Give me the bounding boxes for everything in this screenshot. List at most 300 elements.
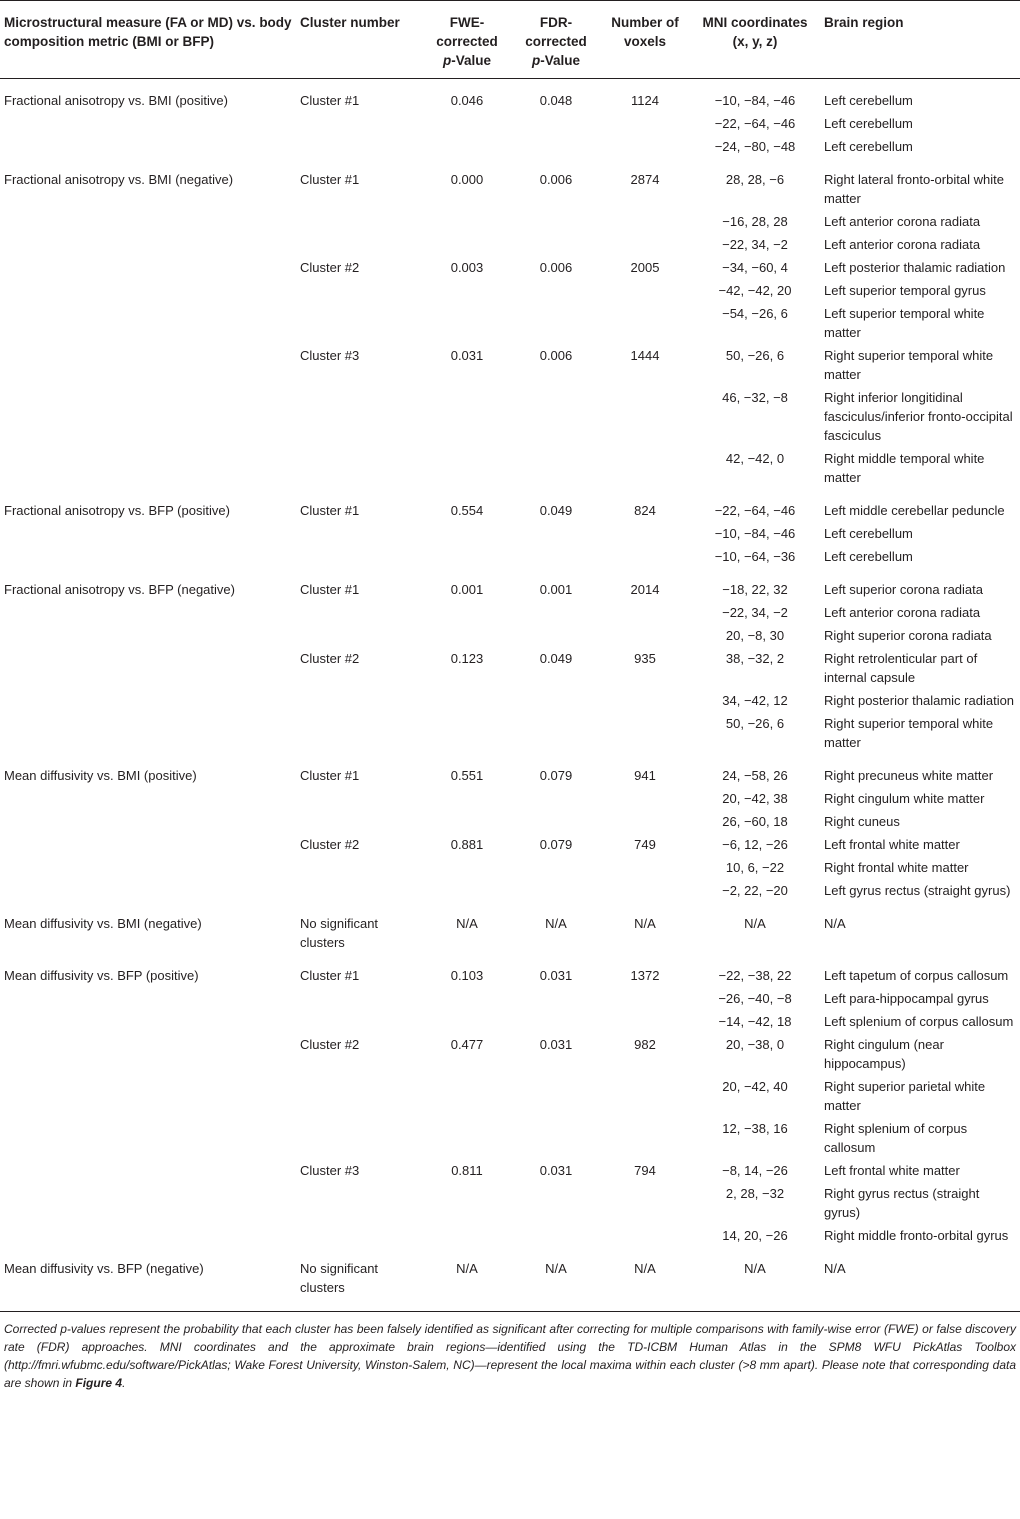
cell-measure (0, 1224, 296, 1247)
cell-voxels: 824 (634, 503, 656, 518)
header-fdr: FDR- corrected p-Value (512, 1, 600, 79)
cell-fwe-p: 0.046 (450, 93, 484, 108)
cell-mni: 46, −32, −8 (722, 390, 788, 405)
cell-mni: N/A (744, 916, 766, 931)
cell-fwe-p (422, 712, 512, 754)
cell-fwe-p (422, 879, 512, 902)
cell-voxels (600, 712, 690, 754)
cell-voxels (600, 1010, 690, 1033)
cell-fdr-p (512, 624, 600, 647)
cell-mni: −16, 28, 28 (722, 214, 788, 229)
cell-voxels: 2014 (630, 582, 660, 597)
cell-fwe-p: 0.811 (451, 1163, 483, 1178)
cell-fdr-p (512, 135, 600, 158)
cell-measure (0, 1159, 296, 1182)
cell-measure (0, 447, 296, 489)
cell-fwe-p (422, 810, 512, 833)
cell-fdr-p (512, 279, 600, 302)
cell-fdr-p (512, 689, 600, 712)
table-row (0, 787, 1020, 810)
cell-cluster: Cluster #1 (300, 93, 360, 108)
cell-voxels: 982 (634, 1037, 656, 1052)
table-row (0, 856, 1020, 879)
cell-measure (0, 810, 296, 833)
cell-fwe-p (422, 112, 512, 135)
cell-fdr-p: 0.079 (539, 768, 573, 783)
cell-measure (0, 135, 296, 158)
table-row (0, 447, 1020, 489)
cell-fdr-p: 0.079 (539, 837, 573, 852)
cell-fdr-p (512, 856, 600, 879)
cell-fdr-p (512, 787, 600, 810)
header-cluster: Cluster number (296, 1, 422, 79)
cell-voxels (600, 279, 690, 302)
cell-voxels: N/A (634, 916, 656, 931)
cell-mni: 24, −58, 26 (722, 768, 788, 783)
cell-cluster (296, 233, 422, 256)
cell-cluster: Cluster #2 (300, 651, 360, 666)
cell-voxels (600, 810, 690, 833)
cell-region: N/A (824, 916, 846, 931)
cell-region: Left anterior corona radiata (824, 237, 981, 252)
cell-fdr-p (512, 1224, 600, 1247)
cell-measure (0, 1075, 296, 1117)
cell-region: Right lateral fronto-orbital white matter (824, 172, 1004, 206)
table-row (0, 1247, 1020, 1312)
cell-fdr-p (512, 233, 600, 256)
cell-mni: 20, −38, 0 (725, 1037, 785, 1052)
figure-reference: Figure 4 (75, 1376, 123, 1390)
cell-voxels (600, 112, 690, 135)
cell-mni: −22, 34, −2 (722, 605, 788, 620)
table-header (0, 1, 1020, 79)
cell-cluster: Cluster #1 (300, 768, 360, 783)
table-body (0, 79, 1020, 1312)
cell-region: Left cerebellum (824, 526, 913, 541)
cell-region: Right middle temporal white matter (824, 451, 985, 485)
cell-voxels: 935 (634, 651, 656, 666)
cell-fdr-p: 0.006 (539, 260, 573, 275)
cell-mni: 20, −42, 38 (722, 791, 788, 806)
cell-region: Right superior corona radiata (824, 628, 992, 643)
cell-voxels (600, 545, 690, 568)
cell-cluster (296, 601, 422, 624)
cell-fdr-p: N/A (545, 916, 567, 931)
cell-mni: −10, −64, −36 (714, 549, 796, 564)
cell-fdr-p (512, 987, 600, 1010)
cell-cluster (296, 987, 422, 1010)
cell-measure (0, 545, 296, 568)
cell-cluster (296, 279, 422, 302)
cell-mni: −42, −42, 20 (718, 283, 792, 298)
cell-region: Left para-hippocampal gyrus (824, 991, 989, 1006)
cell-mni: 28, 28, −6 (725, 172, 785, 187)
cell-mni: −22, 34, −2 (722, 237, 788, 252)
cell-mni: −6, 12, −26 (722, 837, 788, 852)
table-row (0, 158, 1020, 210)
cell-fdr-p (512, 601, 600, 624)
table-row (0, 754, 1020, 787)
cell-mni: 50, −26, 6 (725, 348, 785, 363)
cell-region: Right retrolenticular part of internal capsule (824, 651, 978, 685)
table-row (0, 279, 1020, 302)
cell-voxels (600, 210, 690, 233)
cell-measure (0, 1117, 296, 1159)
cell-cluster: Cluster #1 (300, 582, 360, 597)
cell-voxels (600, 447, 690, 489)
table-row (0, 1033, 1020, 1075)
cell-fdr-p: 0.006 (539, 172, 573, 187)
cell-fdr-p: 0.049 (539, 503, 573, 518)
cell-region: Right superior parietal white matter (824, 1079, 986, 1113)
cell-fwe-p: 0.123 (450, 651, 484, 666)
cell-region: Left cerebellum (824, 93, 913, 108)
cell-fwe-p (422, 1010, 512, 1033)
cell-fwe-p (422, 1117, 512, 1159)
table-row (0, 810, 1020, 833)
cell-measure (0, 833, 296, 856)
cell-fdr-p: 0.049 (539, 651, 573, 666)
cell-fwe-p (422, 210, 512, 233)
cell-fwe-p: N/A (422, 1247, 512, 1312)
cell-measure: Mean diffusivity vs. BMI (positive) (4, 768, 197, 783)
cell-voxels (600, 1224, 690, 1247)
cell-mni: −22, −64, −46 (714, 116, 796, 131)
cell-region: Right frontal white matter (824, 860, 969, 875)
cell-cluster (296, 624, 422, 647)
cell-fdr-p (512, 1075, 600, 1117)
cell-fwe-p: 0.003 (450, 260, 484, 275)
cell-measure (0, 344, 296, 386)
cell-voxels (600, 856, 690, 879)
cell-cluster (296, 856, 422, 879)
cell-measure: Fractional anisotropy vs. BMI (positive) (4, 93, 228, 108)
cell-voxels: 2005 (630, 260, 660, 275)
cell-measure: Fractional anisotropy vs. BFP (positive) (4, 503, 230, 518)
table-row (0, 489, 1020, 522)
cell-fwe-p (422, 1182, 512, 1224)
cell-measure (0, 386, 296, 447)
cell-mni: −2, 22, −20 (722, 883, 788, 898)
cell-fwe-p (422, 545, 512, 568)
cell-cluster: Cluster #1 (300, 172, 360, 187)
cell-cluster (296, 210, 422, 233)
cell-cluster (296, 1010, 422, 1033)
cell-fdr-p (512, 1182, 600, 1224)
table-row (0, 647, 1020, 689)
table-row (0, 344, 1020, 386)
cell-fwe-p (422, 1224, 512, 1247)
table-row (0, 1117, 1020, 1159)
cell-cluster (296, 689, 422, 712)
cell-cluster (296, 112, 422, 135)
table-row (0, 712, 1020, 754)
cell-measure (0, 233, 296, 256)
cell-fdr-p (512, 545, 600, 568)
cell-mni: −26, −40, −8 (718, 991, 792, 1006)
cell-voxels (600, 987, 690, 1010)
cell-measure (0, 856, 296, 879)
table-row (0, 522, 1020, 545)
cell-region: Left superior temporal gyrus (824, 283, 986, 298)
cell-mni: −18, 22, 32 (722, 582, 788, 597)
table-row (0, 1182, 1020, 1224)
cell-region: Right splenium of corpus callosum (824, 1121, 968, 1155)
header-region: Brain region (820, 1, 1020, 79)
cell-fwe-p: 0.103 (450, 968, 484, 983)
cell-cluster: Cluster #3 (300, 348, 360, 363)
cell-cluster (296, 447, 422, 489)
table-row (0, 954, 1020, 987)
cell-mni: 34, −42, 12 (722, 693, 788, 708)
cell-region: Left gyrus rectus (straight gyrus) (824, 883, 1011, 898)
cell-region: Left cerebellum (824, 139, 913, 154)
cell-region: Left superior temporal white matter (824, 306, 985, 340)
cell-fwe-p: 0.001 (450, 582, 484, 597)
cell-cluster: Cluster #2 (300, 837, 360, 852)
cell-mni: 26, −60, 18 (722, 814, 788, 829)
cell-region: Right inferior longitidinal fasciculus/inferior fronto-occipital fasciculus (824, 390, 1013, 443)
cell-mni: 10, 6, −22 (725, 860, 785, 875)
cell-cluster: No significant clusters (300, 916, 379, 950)
header-voxels: Number of voxels (600, 1, 690, 79)
cell-measure: Fractional anisotropy vs. BFP (negative) (4, 582, 235, 597)
cell-voxels (600, 879, 690, 902)
cell-fwe-p (422, 233, 512, 256)
cell-fwe-p (422, 302, 512, 344)
cell-measure (0, 256, 296, 279)
table-row (0, 1224, 1020, 1247)
cell-cluster: Cluster #2 (300, 1037, 360, 1052)
cell-region: Left frontal white matter (824, 837, 960, 852)
cell-voxels (600, 233, 690, 256)
cell-cluster: Cluster #2 (300, 260, 360, 275)
cell-mni: −22, −64, −46 (714, 503, 796, 518)
header-measure: Microstructural measure (FA or MD) vs. body composition metric (BMI or BFP) (0, 1, 296, 79)
cell-cluster (296, 787, 422, 810)
cell-fdr-p: 0.031 (539, 968, 573, 983)
table-row (0, 135, 1020, 158)
table-row (0, 1159, 1020, 1182)
cell-fdr-p (512, 1010, 600, 1033)
cell-voxels: N/A (600, 1247, 690, 1312)
cell-fwe-p: 0.881 (450, 837, 484, 852)
cell-measure (0, 1010, 296, 1033)
cell-measure (0, 1033, 296, 1075)
cell-voxels: 1372 (630, 968, 660, 983)
cell-fdr-p: 0.001 (539, 582, 573, 597)
table-row (0, 233, 1020, 256)
table-row (0, 256, 1020, 279)
cell-fwe-p (422, 689, 512, 712)
cell-fwe-p: 0.477 (450, 1037, 484, 1052)
table-row (0, 1010, 1020, 1033)
cell-cluster (296, 1117, 422, 1159)
cell-mni: −8, 14, −26 (722, 1163, 788, 1178)
cell-fwe-p: 0.551 (450, 768, 484, 783)
table-row (0, 210, 1020, 233)
cell-cluster: Cluster #3 (300, 1163, 360, 1178)
table-row (0, 386, 1020, 447)
cell-measure (0, 647, 296, 689)
cell-fdr-p: N/A (512, 1247, 600, 1312)
cell-measure: Mean diffusivity vs. BFP (negative) (0, 1247, 296, 1312)
cell-region: Right posterior thalamic radiation (824, 693, 1015, 708)
cell-region: Left anterior corona radiata (824, 605, 981, 620)
cell-cluster (296, 135, 422, 158)
cell-fdr-p: 0.031 (539, 1037, 573, 1052)
cell-mni: −24, −80, −48 (714, 139, 796, 154)
header-fwe: FWE- corrected p-Value (422, 1, 512, 79)
cell-cluster (296, 1224, 422, 1247)
cell-voxels (600, 787, 690, 810)
cell-voxels: 2874 (630, 172, 660, 187)
table-footnote: Corrected p-values represent the probability that each cluster has been falsely identified as significant after correcting for multiple comparisons with family-wise error (FWE) or false discovery rate (FDR) approaches. MNI coordinates and the approximate brain regions—identified using the TD-ICBM Human Atlas in the SPM8 WFU PickAtlas Toolbox (http://fmri.wfubmc.edu/software/PickAtlas; Wake Forest University, Winston-Salem, NC)—represent the local maxima within each cluster (>8 mm apart). Please note that corresponding data are shown in Figure 4. (4, 1322, 1016, 1390)
cell-voxels (600, 1117, 690, 1159)
table-row (0, 302, 1020, 344)
cell-fwe-p (422, 1075, 512, 1117)
cell-mni: 38, −32, 2 (725, 651, 785, 666)
cell-mni: 20, −42, 40 (722, 1079, 788, 1094)
cell-region: N/A (820, 1247, 1020, 1312)
cell-voxels (600, 302, 690, 344)
cell-measure (0, 1182, 296, 1224)
cell-measure (0, 712, 296, 754)
cell-cluster: Cluster #1 (300, 968, 360, 983)
cell-mni: 50, −26, 6 (725, 716, 785, 731)
cell-voxels (600, 135, 690, 158)
cell-measure (0, 689, 296, 712)
table-row (0, 987, 1020, 1010)
cell-region: Left middle cerebellar peduncle (824, 503, 1005, 518)
cell-voxels (600, 601, 690, 624)
cell-cluster: No significant clusters (296, 1247, 422, 1312)
cell-measure (0, 522, 296, 545)
cell-cluster (296, 810, 422, 833)
cell-cluster (296, 386, 422, 447)
cell-fwe-p (422, 279, 512, 302)
cell-region: Right cingulum (near hippocampus) (824, 1037, 944, 1071)
cell-mni: −10, −84, −46 (714, 93, 796, 108)
table-row (0, 79, 1020, 113)
cell-fdr-p: 0.048 (539, 93, 573, 108)
cell-fdr-p (512, 112, 600, 135)
cell-fdr-p (512, 386, 600, 447)
cell-mni: 42, −42, 0 (725, 451, 785, 466)
cell-mni: N/A (690, 1247, 820, 1312)
table-row (0, 902, 1020, 954)
cell-cluster (296, 879, 422, 902)
cell-fdr-p (512, 302, 600, 344)
cell-fdr-p (512, 447, 600, 489)
table-row (0, 601, 1020, 624)
header-mni: MNI coordinates (x, y, z) (690, 1, 820, 79)
cell-fdr-p (512, 712, 600, 754)
cell-cluster: Cluster #1 (300, 503, 360, 518)
cell-fwe-p (422, 601, 512, 624)
cell-measure (0, 279, 296, 302)
cell-fdr-p: 0.006 (539, 348, 573, 363)
table-row (0, 833, 1020, 856)
cell-region: Left cerebellum (824, 549, 913, 564)
cell-region: Right superior temporal white matter (824, 716, 994, 750)
cell-measure (0, 787, 296, 810)
cell-cluster (296, 302, 422, 344)
cell-voxels (600, 1075, 690, 1117)
cell-fwe-p (422, 987, 512, 1010)
table-row (0, 879, 1020, 902)
cell-mni: 14, 20, −26 (722, 1228, 788, 1243)
cell-mni: −54, −26, 6 (722, 306, 788, 321)
cell-region: Right superior temporal white matter (824, 348, 994, 382)
cell-fwe-p (422, 447, 512, 489)
cell-fwe-p: 0.000 (450, 172, 484, 187)
cell-fwe-p (422, 856, 512, 879)
table-row (0, 689, 1020, 712)
cell-region: Left frontal white matter (824, 1163, 960, 1178)
cell-voxels (600, 386, 690, 447)
cell-fdr-p: 0.031 (539, 1163, 573, 1178)
cell-measure (0, 210, 296, 233)
cell-voxels: 1124 (631, 93, 659, 108)
cell-voxels: 749 (634, 837, 656, 852)
cell-region: Left superior corona radiata (824, 582, 983, 597)
cell-mni: 20, −8, 30 (725, 628, 785, 643)
cell-fwe-p: 0.031 (450, 348, 484, 363)
cell-cluster (296, 522, 422, 545)
table-row (0, 624, 1020, 647)
cell-region: Right middle fronto-orbital gyrus (824, 1228, 1009, 1243)
cell-region: Right cingulum white matter (824, 791, 985, 806)
table-row (0, 545, 1020, 568)
cell-fwe-p (422, 522, 512, 545)
cell-fdr-p (512, 522, 600, 545)
cell-region: Right cuneus (824, 814, 900, 829)
cell-region: Right precuneus white matter (824, 768, 994, 783)
cell-region: Left splenium of corpus callosum (824, 1014, 1014, 1029)
cell-voxels (600, 689, 690, 712)
cell-fwe-p (422, 135, 512, 158)
cell-mni: 2, 28, −32 (725, 1186, 785, 1201)
table-row (0, 1075, 1020, 1117)
cell-fdr-p (512, 810, 600, 833)
cell-measure (0, 624, 296, 647)
cell-fwe-p: 0.554 (450, 503, 484, 518)
cell-region: Left cerebellum (824, 116, 913, 131)
cell-cluster (296, 1182, 422, 1224)
cell-fwe-p (422, 624, 512, 647)
cell-region: Left posterior thalamic radiation (824, 260, 1006, 275)
cell-measure (0, 987, 296, 1010)
cell-fwe-p (422, 787, 512, 810)
cell-measure (0, 302, 296, 344)
cell-mni: −22, −38, 22 (718, 968, 792, 983)
cell-cluster (296, 545, 422, 568)
cell-voxels (600, 624, 690, 647)
cell-cluster (296, 1075, 422, 1117)
table-row (0, 568, 1020, 601)
cell-mni: −34, −60, 4 (722, 260, 788, 275)
cell-region: Left tapetum of corpus callosum (824, 968, 1009, 983)
cell-region: Left anterior corona radiata (824, 214, 981, 229)
cell-fwe-p: N/A (456, 916, 478, 931)
cell-measure: Mean diffusivity vs. BFP (positive) (4, 968, 199, 983)
cell-fwe-p (422, 386, 512, 447)
cell-voxels: 941 (634, 768, 656, 783)
cell-mni: 12, −38, 16 (722, 1121, 788, 1136)
cell-voxels (600, 1182, 690, 1224)
cell-measure (0, 601, 296, 624)
